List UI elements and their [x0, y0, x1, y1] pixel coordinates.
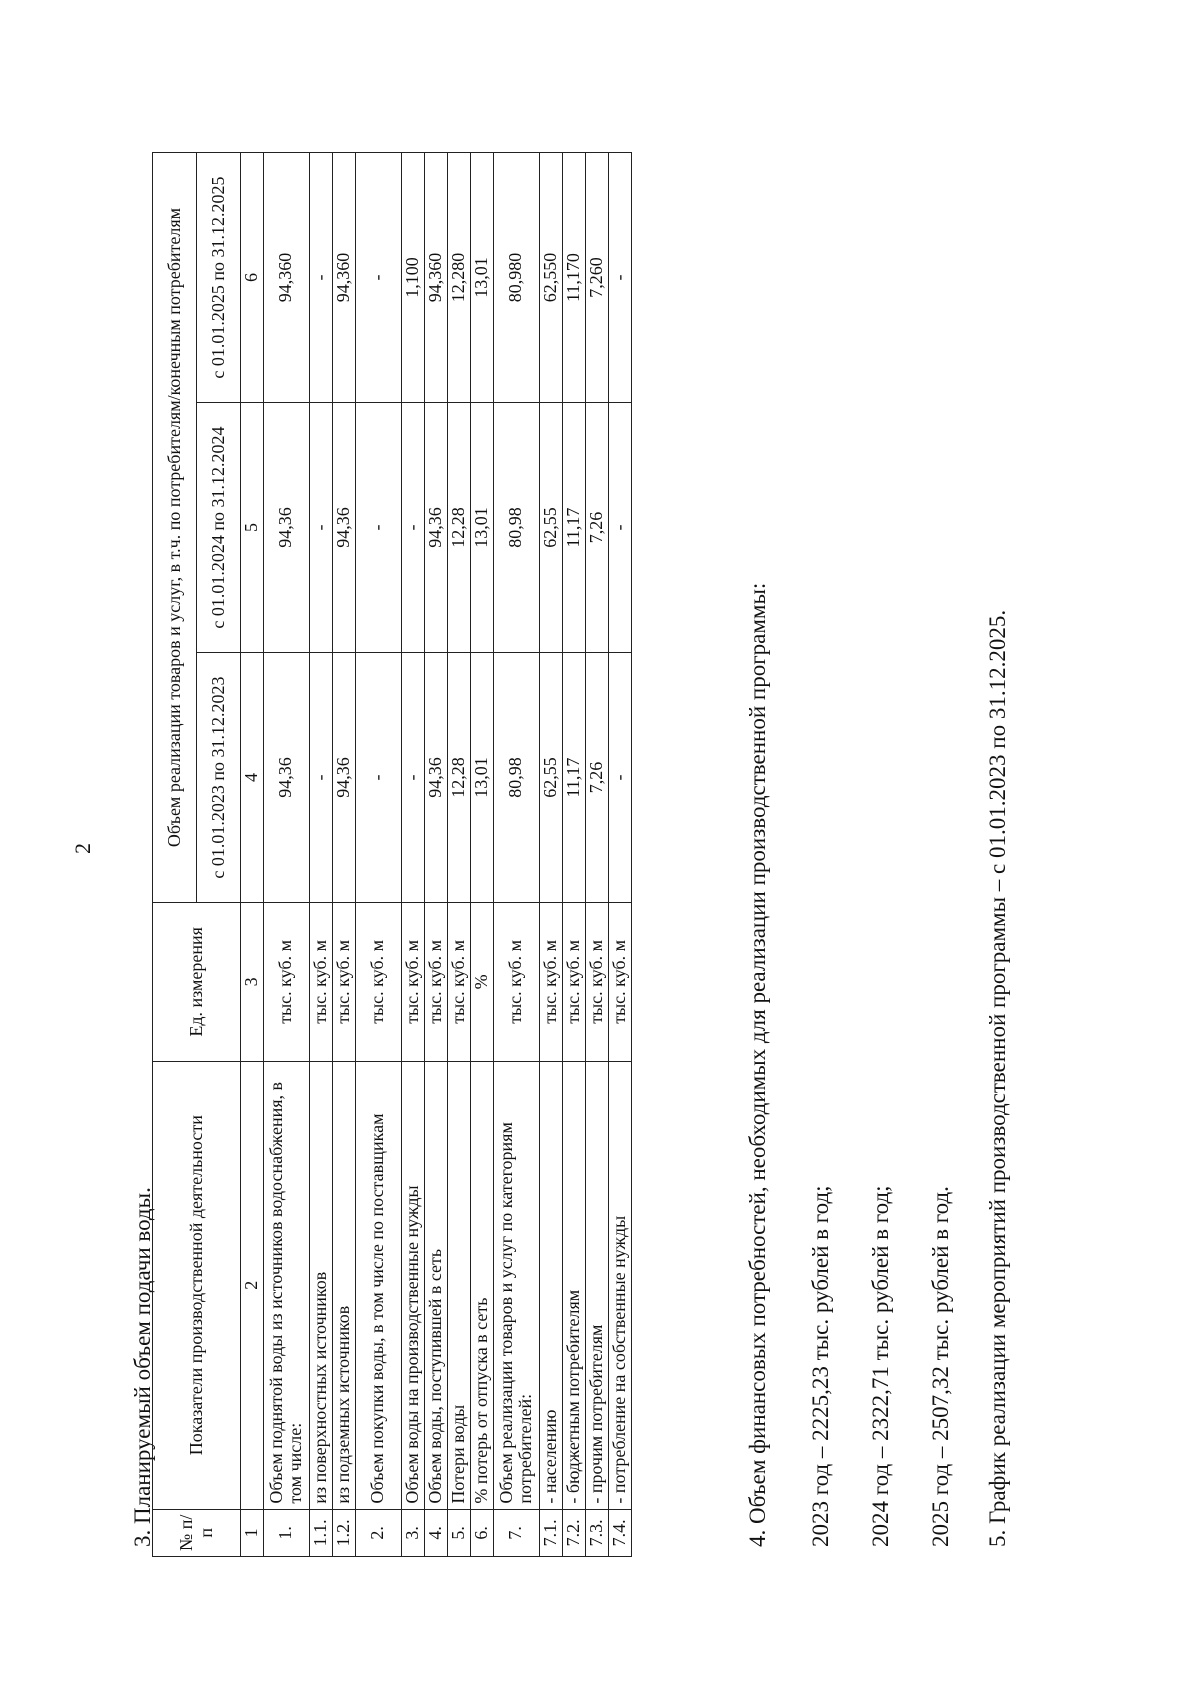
row-value-2023: - [608, 653, 631, 903]
row-value-2024: 11,17 [562, 403, 585, 653]
row-number: 1.1. [309, 1509, 332, 1556]
table-row [585, 153, 608, 1557]
row-unit: тыс. куб. м [539, 903, 562, 1062]
row-number: 2. [355, 1509, 401, 1556]
row-value-2023: 12,28 [447, 653, 470, 903]
row-indicator: - потребление на собственные нужды [608, 1061, 631, 1509]
row-indicator: - бюджетным потребителям [562, 1061, 585, 1509]
index-cell: 1 [241, 1509, 264, 1556]
row-value-2024: 80,98 [493, 403, 539, 653]
table-row [309, 153, 332, 1557]
row-value-2024: 7,26 [585, 403, 608, 653]
row-value-2023: 62,55 [539, 653, 562, 903]
financial-2024: 2024 год – 2322,71 тыс. рублей в год; [868, 1185, 893, 1547]
row-indicator: из подземных источников [332, 1061, 355, 1509]
row-value-2025: 13,01 [470, 153, 493, 403]
table-row [539, 153, 562, 1557]
row-unit: тыс. куб. м [309, 903, 332, 1062]
row-value-2025: 7,260 [585, 153, 608, 403]
index-cell: 6 [241, 153, 264, 403]
row-unit: тыс. куб. м [447, 903, 470, 1062]
row-value-2023: 7,26 [585, 653, 608, 903]
row-indicator: Потери воды [447, 1061, 470, 1509]
header-unit: Ед. измерения [153, 903, 241, 1062]
section-3-title: 3. Планируемый объем подачи воды. [130, 1187, 155, 1547]
row-number: 1. [263, 1509, 309, 1556]
header-period-2025: с 01.01.2025 по 31.12.2025 [197, 153, 241, 403]
row-value-2025: 80,980 [493, 153, 539, 403]
row-number: 1.2. [332, 1509, 355, 1556]
row-number: 3. [401, 1509, 424, 1556]
row-unit: тыс. куб. м [263, 903, 309, 1062]
row-value-2024: 94,36 [263, 403, 309, 653]
row-value-2025: 62,550 [539, 153, 562, 403]
row-value-2025: - [355, 153, 401, 403]
row-value-2025: - [309, 153, 332, 403]
row-unit: % [470, 903, 493, 1062]
header-period-2023: с 01.01.2023 по 31.12.2023 [197, 653, 241, 903]
table-row [401, 153, 424, 1557]
row-number: 7.1. [539, 1509, 562, 1556]
row-value-2024: - [401, 403, 424, 653]
row-value-2023: 11,17 [562, 653, 585, 903]
row-indicator: Объем воды, поступившей в сеть [424, 1061, 447, 1509]
row-unit: тыс. куб. м [401, 903, 424, 1062]
row-value-2023: - [401, 653, 424, 903]
table-row [447, 153, 470, 1557]
financial-2025: 2025 год – 2507,32 тыс. рублей в год. [928, 1186, 953, 1547]
row-unit: тыс. куб. м [562, 903, 585, 1062]
table-row [493, 153, 539, 1557]
water-supply-table [152, 152, 632, 1557]
row-value-2023: 94,36 [332, 653, 355, 903]
table-row [424, 153, 447, 1557]
row-value-2023: 13,01 [470, 653, 493, 903]
row-number: 4. [424, 1509, 447, 1556]
row-value-2024: - [309, 403, 332, 653]
row-value-2025: 94,360 [332, 153, 355, 403]
index-cell: 4 [241, 653, 264, 903]
row-unit: тыс. куб. м [332, 903, 355, 1062]
row-value-2023: 94,36 [424, 653, 447, 903]
row-value-2024: 13,01 [470, 403, 493, 653]
row-value-2024: 12,28 [447, 403, 470, 653]
table-row [263, 153, 309, 1557]
row-number: 7. [493, 1509, 539, 1556]
table-row [470, 153, 493, 1557]
row-number: 7.4. [608, 1509, 631, 1556]
header-period-2024: с 01.01.2024 по 31.12.2024 [197, 403, 241, 653]
row-value-2025: 11,170 [562, 153, 585, 403]
row-indicator: Объем поднятой воды из источников водоснабжения, в том числе: [263, 1061, 309, 1509]
index-cell: 5 [241, 403, 264, 653]
row-value-2023: 80,98 [493, 653, 539, 903]
header-number: № п/п [153, 1509, 241, 1556]
row-unit: тыс. куб. м [493, 903, 539, 1062]
row-unit: тыс. куб. м [355, 903, 401, 1062]
section-5-title: 5. График реализации мероприятий производственной программы – с 01.01.2023 по 31.12.2025. [985, 609, 1010, 1547]
table-row [355, 153, 401, 1557]
row-value-2024: 94,36 [332, 403, 355, 653]
row-value-2023: - [355, 653, 401, 903]
row-number: 6. [470, 1509, 493, 1556]
row-indicator: Объем воды на производственные нужды [401, 1061, 424, 1509]
row-unit: тыс. куб. м [424, 903, 447, 1062]
row-number: 7.2. [562, 1509, 585, 1556]
row-value-2023: 94,36 [263, 653, 309, 903]
page-number: 2 [70, 843, 95, 854]
table-row [608, 153, 631, 1557]
row-value-2024: - [608, 403, 631, 653]
row-unit: тыс. куб. м [608, 903, 631, 1062]
section-4-title: 4. Объем финансовых потребностей, необходимых для реализации производственной программы: [745, 582, 770, 1547]
row-indicator: Объем реализации товаров и услуг по категориям потребителей: [493, 1061, 539, 1509]
row-value-2025: 1,100 [401, 153, 424, 403]
row-value-2024: - [355, 403, 401, 653]
row-value-2023: - [309, 653, 332, 903]
row-indicator: Объем покупки воды, в том числе по поставщикам [355, 1061, 401, 1509]
table-row [332, 153, 355, 1557]
row-number: 5. [447, 1509, 470, 1556]
row-unit: тыс. куб. м [585, 903, 608, 1062]
row-indicator: из поверхностных источников [309, 1061, 332, 1509]
row-indicator: % потерь от отпуска в сеть [470, 1061, 493, 1509]
table-row [562, 153, 585, 1557]
row-value-2025: 12,280 [447, 153, 470, 403]
header-indicator: Показатели производственной деятельности [153, 1061, 241, 1509]
row-indicator: - населению [539, 1061, 562, 1509]
row-indicator: - прочим потребителям [585, 1061, 608, 1509]
row-value-2025: - [608, 153, 631, 403]
row-number: 7.3. [585, 1509, 608, 1556]
row-value-2025: 94,360 [263, 153, 309, 403]
financial-2023: 2023 год – 2225,23 тыс. рублей в год; [808, 1185, 833, 1547]
row-value-2024: 94,36 [424, 403, 447, 653]
index-cell: 2 [241, 1061, 264, 1509]
row-value-2024: 62,55 [539, 403, 562, 653]
row-value-2025: 94,360 [424, 153, 447, 403]
index-cell: 3 [241, 903, 264, 1062]
header-volume-group: Объем реализации товаров и услуг, в т.ч. по потребителям/конечным потребителям [153, 153, 197, 903]
